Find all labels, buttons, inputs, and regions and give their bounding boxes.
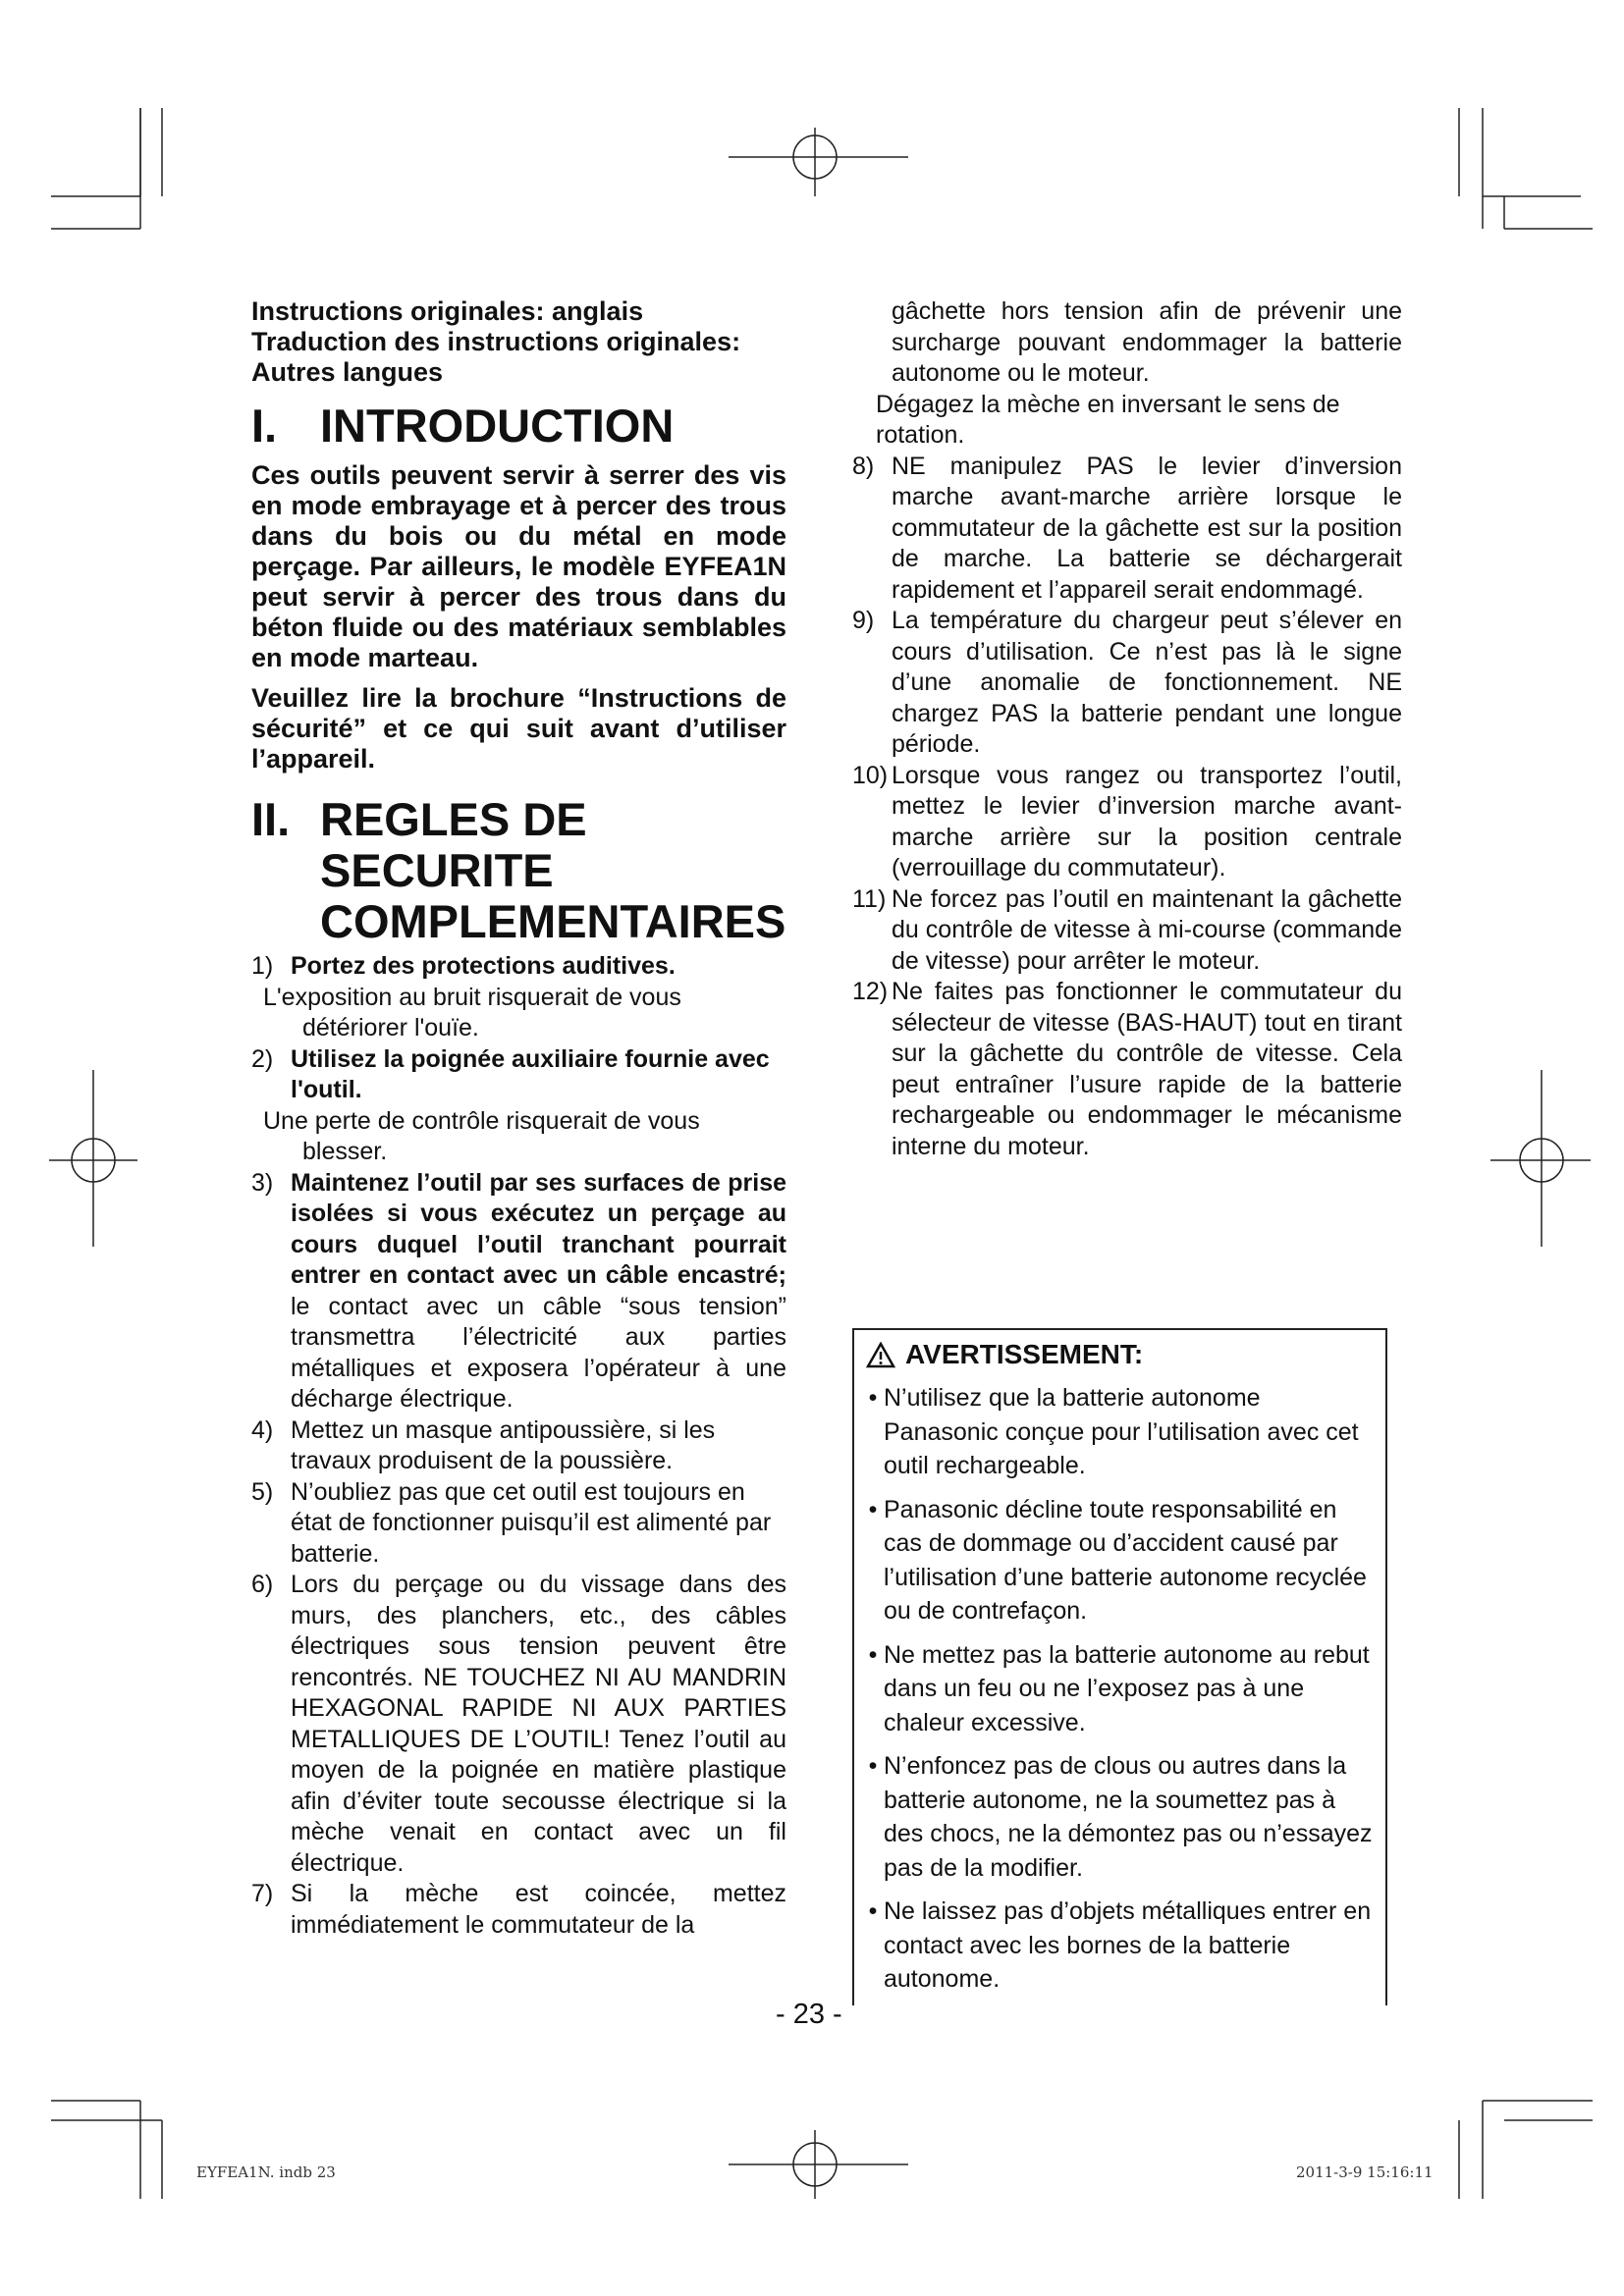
rule-1: 1) Portez des protections auditives. — [251, 952, 676, 980]
rule-12: 12) Ne faites pas fonctionner le commutateur du sélecteur de vitesse (BAS-HAUT) tout en tirant sur la gâchette du contrôle de vitesse. Cela peut entraîner l’usure rapide de la batterie rechargeable ou endommager le mécanisme interne du moteur. — [852, 978, 1402, 1160]
right-column — [852, 296, 1402, 1162]
footer-file-info: EYFEA1N. indb 23 — [196, 2163, 336, 2181]
warning-title: AVERTISSEMENT: — [866, 1338, 1385, 1371]
warning-triangle-icon — [866, 1342, 895, 1368]
rule-4: 4) Mettez un masque antipoussière, si les travaux produisent de la poussière. — [251, 1415, 716, 1474]
rule-11: 11) Ne forcez pas l’outil en maintenant la gâchette du contrôle de vitesse à mi-course (commande de vitesse) pour arrêter le moteur. — [852, 884, 1402, 975]
rule-7: 7) Si la mèche est coincée, mettez immédiatement le commutateur de la — [251, 1880, 786, 1939]
header-line-3: Autres langues — [251, 357, 444, 387]
header-line-2: Traduction des instructions originales: — [251, 327, 741, 356]
section-2-heading: II. REGLES DE SECURITE COMPLEMENTAIRES — [251, 793, 786, 947]
warning-bullet: • Panasonic décline toute responsabilité en cas de dommage ou d’accident causé par l’utilisation d’une batterie autonome recyclée ou de contrefaçon. — [868, 1495, 1367, 1625]
rule-7-continued: gâchette hors tension afin de prévenir une surcharge pouvant endommager la batterie autonome ou le moteur. — [892, 297, 1402, 387]
rule-6: 6) Lors du perçage ou du vissage dans des murs, des planchers, etc., des câbles électriques sous tension peuvent être rencontrés. NE TOUCHEZ NI AU MANDRIN HEXAGONAL RAPIDE NI AUX PARTIES METALLIQUES DE L’OUTIL! Tenez l’outil au moyen de la poignée en matière plastique afin d’éviter toute secousse électrique si la mèche venait en contact avec un fil électrique. — [251, 1571, 786, 1877]
footer-timestamp: 2011-3-9 15:16:11 — [1296, 2163, 1434, 2181]
rule-9: 9) La température du chargeur peut s’élever en cours d’utilisation. Ce n’est pas là le signe d’une anomalie de fonctionnement. NE chargez PAS la batterie pendant une longue période. — [852, 607, 1402, 758]
intro-paragraph: Ces outils peuvent servir à serrer des vis en mode embrayage et à percer des trous dans du bois ou du métal en mode perçage. Par ailleurs, le modèle EYFEA1N peut servir à percer des trous dans du béton fluide ou des matériaux semblables en mode marteau. — [251, 460, 786, 672]
rule-2-text: Une perte de contrôle risquerait de vous blesser. — [263, 1106, 700, 1165]
rule-3: 3) Maintenez l’outil par ses surfaces de prise isolées si vous exécutez un perçage au cours duquel l’outil tranchant pourrait entrer en contact avec un câble encastré; le contact avec un câble “sous tension” transmettra l’électricité aux parties métalliques et exposera l’opérateur à une décharge électrique. — [251, 1168, 786, 1413]
rule-8: 8) NE manipulez PAS le levier d’inversion marche avant-marche arrière lorsque le commutateur de la gâchette est sur la position de marche. La batterie se déchargerait rapidement et l’appareil serait endommagé. — [852, 452, 1402, 604]
rule-5: 5) N’oubliez pas que cet outil est toujours en état de fonctionner puisqu’il est alimenté par batterie. — [251, 1477, 772, 1568]
warning-box — [852, 1328, 1387, 2005]
rule-1-text: L'exposition au bruit risquerait de vous détériorer l'ouïe. — [263, 983, 681, 1041]
rule-7-continued-2: Dégagez la mèche en inversant le sens de rotation. — [876, 390, 1340, 449]
rule-2: 2) Utilisez la poignée auxiliaire fournie avec l'outil. — [251, 1044, 770, 1103]
left-column — [251, 296, 786, 1941]
header-line-1: Instructions originales: anglais — [251, 296, 644, 326]
warning-bullet: • Ne mettez pas la batterie autonome au rebut dans un feu ou ne l’exposez pas à une chaleur excessive. — [868, 1640, 1370, 1736]
warning-bullet: • Ne laissez pas d’objets métalliques entrer en contact avec les bornes de la batterie autonome. — [868, 1897, 1372, 1993]
intro-read-brochure: Veuillez lire la brochure “Instructions de sécurité” et ce qui suit avant d’utiliser l’appareil. — [251, 683, 786, 774]
rule-10: 10) Lorsque vous rangez ou transportez l’outil, mettez le levier d’inversion marche avant-marche arrière sur la position centrale (verrouillage du commutateur). — [852, 761, 1402, 881]
page-number: - 23 - — [776, 1999, 842, 2030]
warning-bullet: • N’enfoncez pas de clous ou autres dans la batterie autonome, ne la soumettez pas à des chocs, ne la démontez pas ou n’essayez pas de la modifier. — [868, 1752, 1373, 1882]
section-1-heading: I. INTRODUCTION — [251, 400, 675, 452]
warning-bullet: • N’utilisez que la batterie autonome Panasonic conçue pour l’utilisation avec cet outil rechargeable. — [868, 1384, 1359, 1479]
